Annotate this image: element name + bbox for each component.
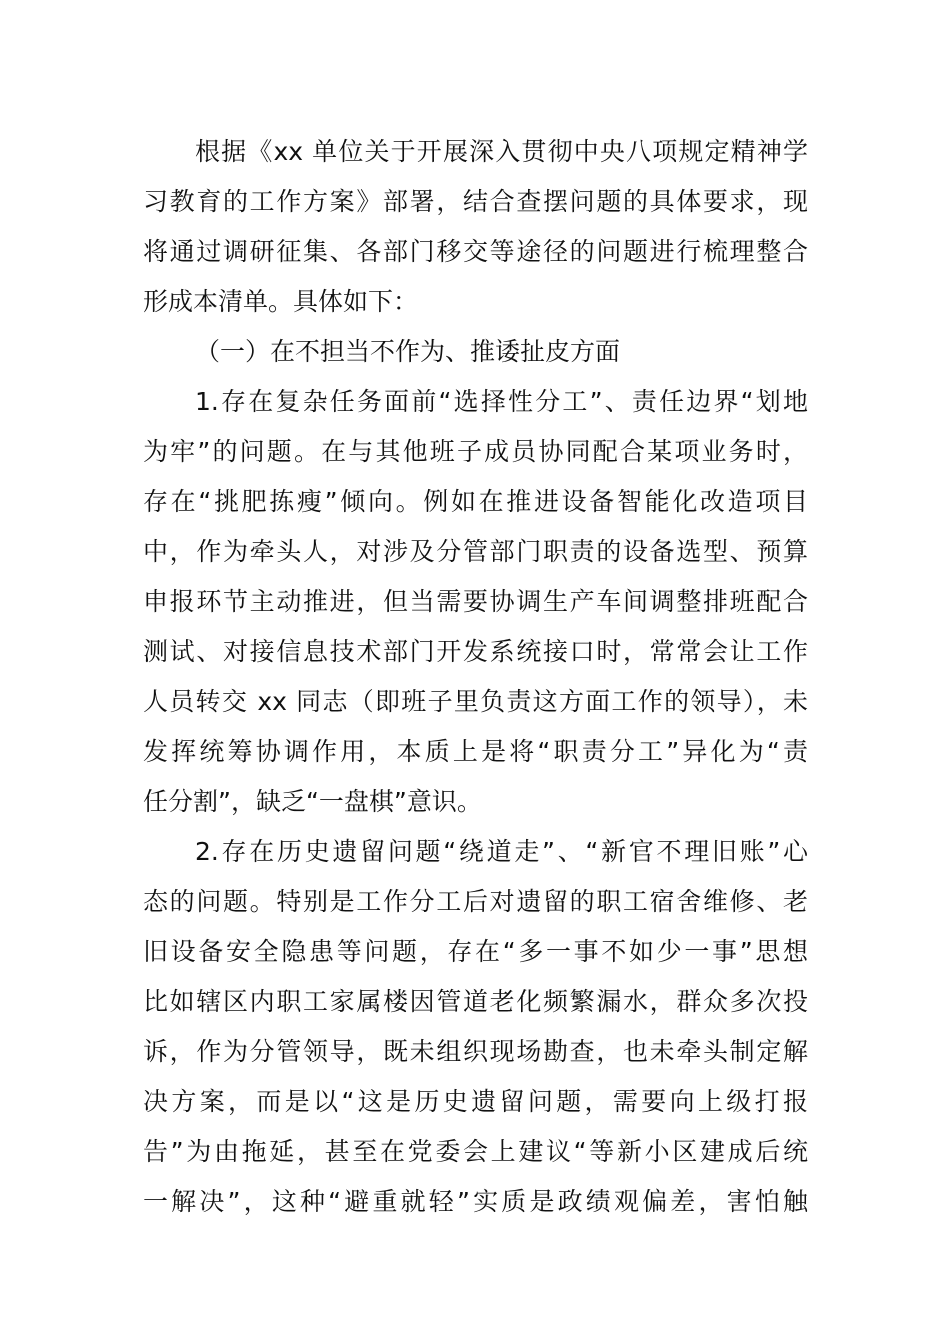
text-line: 任分割”，缺乏“一盘棋”意识。 <box>143 787 482 816</box>
text-line: 为牢”的问题。在与其他班子成员协同配合某项业务时， <box>143 437 808 466</box>
intro-paragraph <box>143 127 808 327</box>
text-line: 决方案，而是以“这是历史遗留问题，需要向上级打报 <box>143 1087 808 1116</box>
text-line: 存在“挑肥拣瘦”倾向。例如在推进设备智能化改造项目 <box>143 487 808 516</box>
text-line: 测试、对接信息技术部门开发系统接口时，常常会让工作 <box>143 637 808 666</box>
text-line: 比如辖区内职工家属楼因管道老化频繁漏水，群众多次投 <box>143 987 808 1016</box>
text-line: 旧设备安全隐患等问题，存在“多一事不如少一事”思想 <box>143 937 808 966</box>
text-line: 人员转交 xx 同志（即班子里负责这方面工作的领导），未 <box>143 687 808 716</box>
text-line: 态的问题。特别是工作分工后对遗留的职工宿舍维修、老 <box>143 887 808 916</box>
text-line: 一解决”，这种“避重就轻”实质是政绩观偏差，害怕触 <box>143 1187 808 1216</box>
text-line: 根据《xx 单位关于开展深入贯彻中央八项规定精神学 <box>195 137 808 166</box>
text-line: 将通过调研征集、各部门移交等途径的问题进行梳理整合 <box>143 237 808 266</box>
text-line: 发挥统筹协调作用，本质上是将“职责分工”异化为“责 <box>143 737 808 766</box>
item-paragraph-2 <box>143 827 808 1227</box>
text-line: 1.存在复杂任务面前“选择性分工”、责任边界“划地 <box>195 387 808 416</box>
text-line: 形成本清单。具体如下： <box>143 287 419 316</box>
section-heading-text: （一）在不担当不作为、推诿扯皮方面 <box>195 337 621 366</box>
text-line: 诉，作为分管领导，既未组织现场勘查，也未牵头制定解 <box>143 1037 808 1066</box>
text-line: 2.存在历史遗留问题“绕道走”、“新官不理旧账”心 <box>195 837 808 866</box>
document-body <box>143 127 808 1227</box>
item-paragraph-1 <box>143 377 808 827</box>
text-line: 中，作为牵头人，对涉及分管部门职责的设备选型、预算 <box>143 537 808 566</box>
section-heading <box>143 327 808 377</box>
text-line: 申报环节主动推进，但当需要协调生产车间调整排班配合 <box>143 587 808 616</box>
text-line: 告”为由拖延，甚至在党委会上建议“等新小区建成后统 <box>143 1137 808 1166</box>
text-line: 习教育的工作方案》部署，结合查摆问题的具体要求，现 <box>143 187 808 216</box>
